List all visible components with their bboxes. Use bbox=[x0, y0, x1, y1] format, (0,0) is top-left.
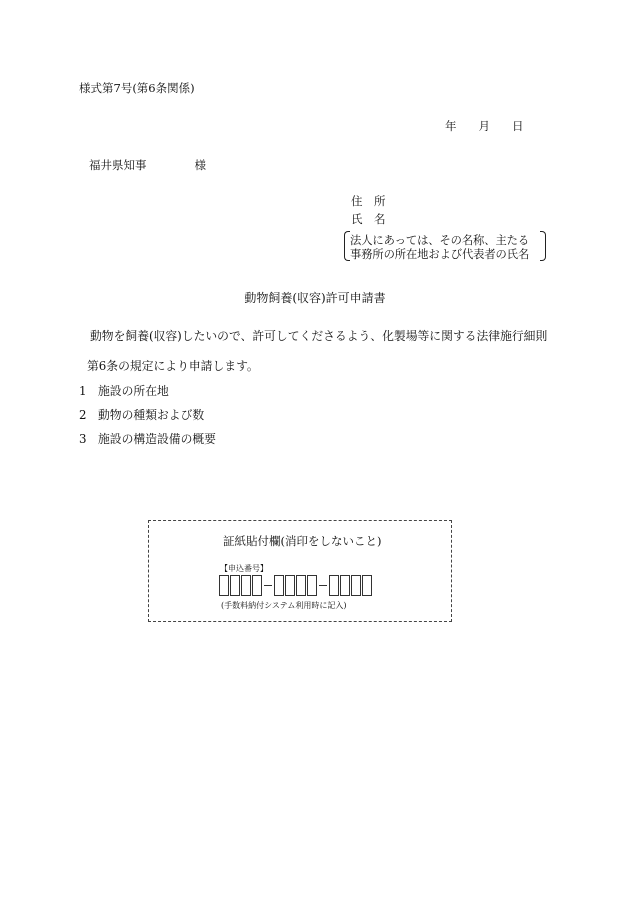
digit-box bbox=[274, 575, 284, 596]
note-line-2: 事務所の所在地および代表者の氏名 bbox=[350, 248, 530, 261]
form-number: 様式第7号(第6条関係) bbox=[79, 81, 195, 95]
note-line-1: 法人にあっては、その名称、主たる bbox=[350, 234, 530, 247]
digit-box bbox=[252, 575, 262, 596]
stamp-area bbox=[148, 520, 452, 622]
digit-box bbox=[296, 575, 306, 596]
date-month: 月 bbox=[478, 119, 490, 133]
application-number-label: 【申込番号】 bbox=[220, 564, 268, 573]
date-year: 年 bbox=[445, 119, 457, 133]
digit-box bbox=[307, 575, 317, 596]
corporate-note bbox=[344, 230, 546, 261]
list-item bbox=[79, 430, 216, 447]
addressee bbox=[89, 157, 206, 173]
digit-box bbox=[219, 575, 229, 596]
digit-box bbox=[351, 575, 361, 596]
application-number-boxes bbox=[219, 574, 373, 597]
separator-dash bbox=[319, 585, 327, 586]
digit-box bbox=[340, 575, 350, 596]
digit-box bbox=[241, 575, 251, 596]
digit-box bbox=[362, 575, 372, 596]
list-item bbox=[79, 406, 204, 423]
document-title: 動物飼養(収容)許可申請書 bbox=[244, 291, 386, 305]
addressee-honorific: 様 bbox=[194, 158, 206, 172]
item-number: 3 bbox=[79, 432, 87, 446]
stamp-title: 証紙貼付欄(消印をしないこと) bbox=[223, 534, 382, 548]
fee-system-note: (手数料納付システム利用時に記入) bbox=[221, 601, 347, 610]
separator-dash bbox=[264, 585, 272, 586]
name-label: 氏 名 bbox=[351, 212, 386, 226]
body-line-1: 動物を飼養(収容)したいので、許可してくださるよう、化製場等に関する法律施行細則 bbox=[90, 329, 548, 343]
date-day: 日 bbox=[512, 119, 524, 133]
addressee-name: 福井県知事 bbox=[89, 158, 147, 172]
item-label: 施設の所在地 bbox=[98, 384, 169, 398]
list-item bbox=[79, 382, 169, 399]
right-bracket bbox=[540, 231, 546, 261]
body-line-2: 第6条の規定により申請します。 bbox=[87, 359, 259, 373]
item-number: 2 bbox=[79, 408, 87, 422]
item-label: 施設の構造設備の概要 bbox=[98, 432, 216, 446]
digit-box bbox=[285, 575, 295, 596]
digit-box bbox=[329, 575, 339, 596]
item-number: 1 bbox=[79, 384, 87, 398]
digit-box bbox=[230, 575, 240, 596]
address-label: 住 所 bbox=[351, 194, 386, 208]
item-label: 動物の種類および数 bbox=[98, 408, 205, 422]
date-line bbox=[445, 118, 524, 134]
